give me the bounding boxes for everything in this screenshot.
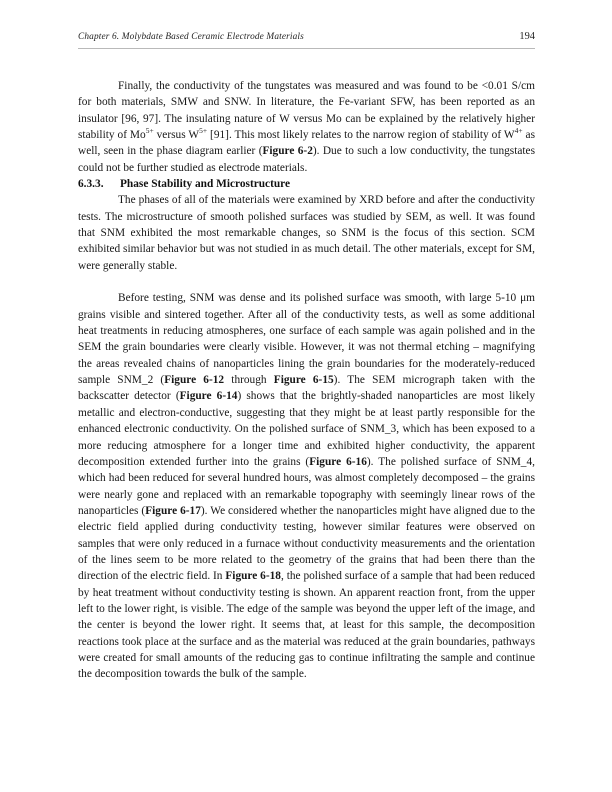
page-number: 194	[519, 31, 535, 42]
para1-segment-4: as well, seen in the phase diagram earlier (	[78, 129, 535, 158]
para1-segment-2: versus W	[153, 129, 200, 142]
paragraph-tungstate-conductivity	[78, 78, 535, 176]
figure-reference-6-17[interactable]: Figure 6-17	[145, 504, 201, 517]
superscript-w-5plus: 5+	[199, 126, 208, 136]
para3-segment-7: , the polished surface of a sample that had been reduced by heat treatment without conductivity testing is shown. An apparent reaction front, from the upper left to the lower right, is visible. The edge of the sample was beyond the upper left of the image, and the center is beyond the lower right. It seems that, at least for this sample, the decomposition reactions took place at the surface and as the material was reduced at the grain boundaries, pathways were created for small amounts of the reducing gas to continue infiltrating the sample and continue the decomposition towards the bulk of the sample.	[78, 570, 536, 681]
figure-reference-6-12[interactable]: Figure 6-12	[164, 374, 225, 387]
page-body	[78, 78, 535, 683]
para3-segment-3: ). The SEM micrograph taken with the backscatter detector (	[78, 374, 535, 403]
para1-segment-1: Finally, the conductivity of the tungstates was measured and was found to be <0.01 S/cm for both materials, SMW and SNW. In literature, the Fe-variant SFW, has been reported as an insulator [96, 97]. The insulating nature of W versus Mo can be explained by the relatively higher stability of Mo	[78, 80, 535, 142]
paragraph-phase-examination: The phases of all of the materials were examined by XRD before and after the conductivity tests. The microstructure of smooth polished surfaces was studied by SEM, as well. It was found that SNM exhibited the most remarkable changes, so SNM is the focus of this section. SCM exhibited similar behavior but was not studied in as much detail. The other materials, except for SM, were generally stable.	[78, 194, 535, 272]
superscript-w-4plus: 4+	[514, 126, 523, 136]
figure-reference-6-16[interactable]: Figure 6-16	[309, 455, 367, 468]
section-title: Phase Stability and Microstructure	[120, 178, 291, 191]
paragraph-microstructure-observations	[78, 290, 535, 682]
header-chapter-title: Chapter 6. Molybdate Based Ceramic Electrode Materials	[78, 32, 304, 42]
figure-reference-6-14[interactable]: Figure 6-14	[179, 390, 238, 403]
para3-segment-4: ) shows that the brightly-shaded nanoparticles are most likely metallic and electron-conductive, suggesting that they might be at least partly responsible for the enhanced electronic conductivity. On the polished surface of SNM_3, which has been exposed to a more reducing atmosphere for a longer time and exhibited higher conductivity, the apparent decomposition extended further into the grains (	[78, 390, 535, 468]
section-number: 6.3.3.	[78, 178, 104, 191]
para3-segment-6: ). We considered whether the nanoparticles might have aligned due to the electric field applied during conductivity testing, however similar features were observed on samples that were only reduced in a furnace without conductivity measurements and the orientation of the lines seem to be more related to the geometry of the grains that had been there than the direction of the electric field. In	[78, 504, 536, 583]
header-row	[78, 31, 535, 42]
section-heading-6-3-3	[78, 176, 535, 192]
figure-reference-6-2[interactable]: Figure 6-2	[262, 145, 313, 158]
header-divider	[78, 48, 535, 49]
para1-segment-3: [91]. This most likely relates to the narrow region of stability of W	[207, 129, 515, 142]
para3-segment-5: ). The polished surface of SNM_4, which had been reduced for several hundred hours, was almost completely decomposed – the grains were nearly gone and replaced with an remarkable topography with seemingly linear rows of the nanoparticles (	[78, 455, 535, 517]
para3-segment-2: through	[224, 374, 274, 387]
figure-reference-6-18[interactable]: Figure 6-18	[225, 570, 281, 583]
running-header	[78, 31, 535, 49]
para3-segment-1: Before testing, SNM was dense and its polished surface was smooth, with large 5-10 μm grains visible and sintered together. After all of the conductivity tests, as well as some additional heat treatments in reducing atmospheres, one surface of each sample was again polished and in the SEM the grain boundaries were clearly visible. However, it was not thermal etching – magnifying the areas revealed chains of nanoparticles lining the grain boundaries for the moderately-reduced sample SNM_2 (	[78, 292, 535, 387]
figure-reference-6-15[interactable]: Figure 6-15	[273, 374, 334, 387]
para1-segment-5: ). Due to such a low conductivity, the tungstates could not be further studied as electrode materials.	[78, 145, 535, 174]
superscript-mo-5plus: 5+	[145, 126, 154, 136]
